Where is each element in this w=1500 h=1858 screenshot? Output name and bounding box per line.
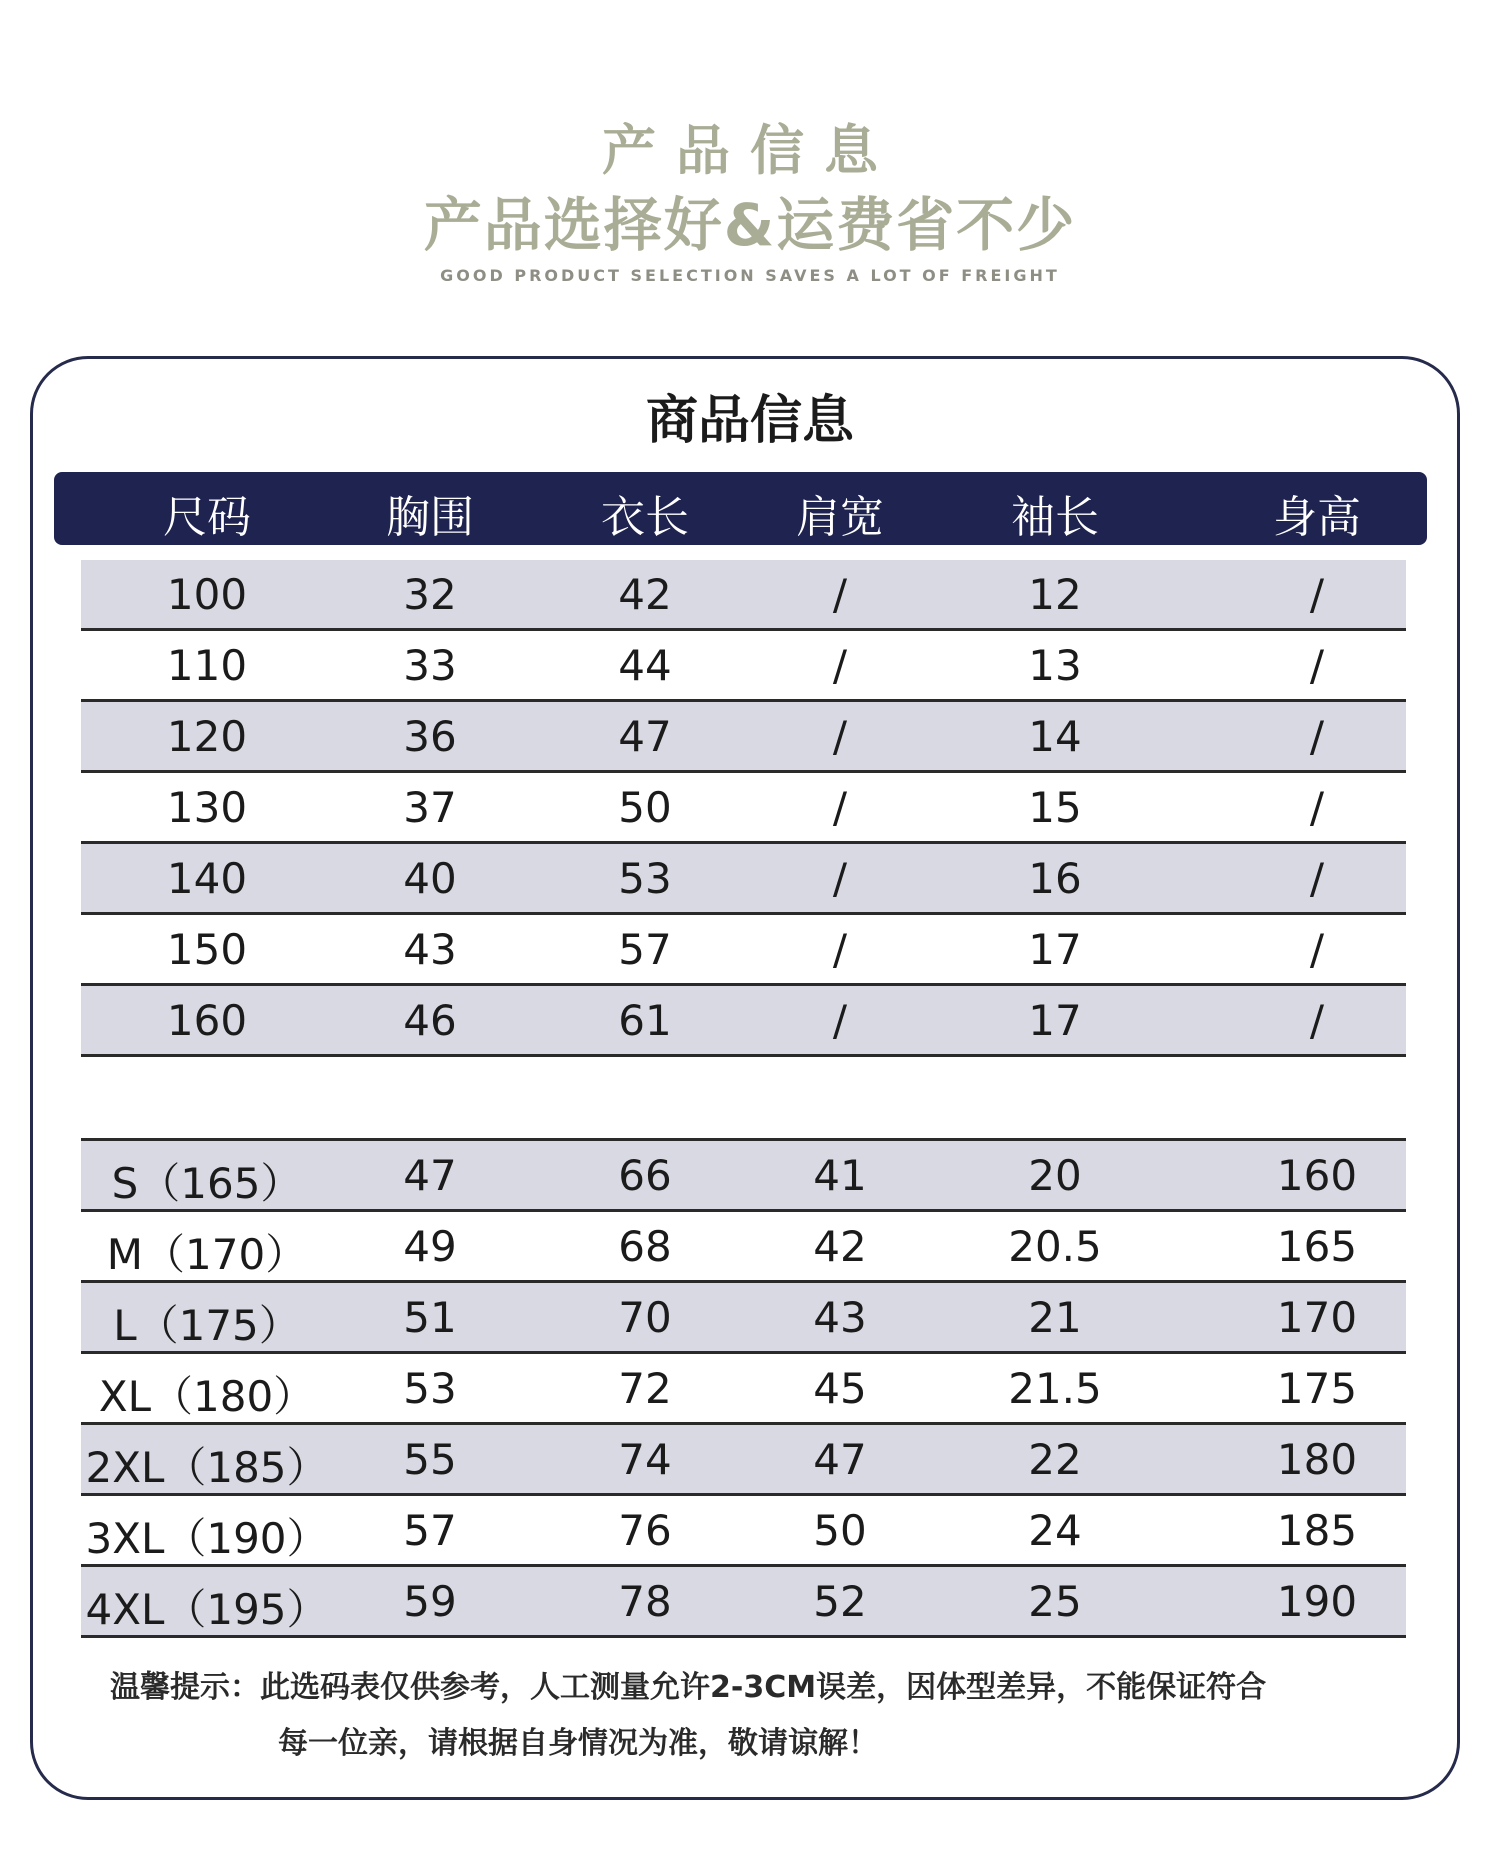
table-row bbox=[81, 702, 1406, 773]
table-cell: 21 bbox=[1028, 1293, 1082, 1342]
table-cell: / bbox=[832, 712, 848, 761]
table-cell: 13 bbox=[1028, 641, 1082, 690]
table-cell: 66 bbox=[618, 1151, 672, 1200]
table-cell: / bbox=[832, 854, 848, 903]
table-cell: 76 bbox=[618, 1506, 672, 1555]
table-cell: / bbox=[1309, 570, 1325, 619]
table-cell: 185 bbox=[1276, 1506, 1358, 1555]
table-cell: 4XL（195） bbox=[85, 1585, 329, 1634]
adult-size-table bbox=[81, 1138, 1406, 1638]
table-cell: / bbox=[832, 641, 848, 690]
table-cell: 47 bbox=[403, 1151, 457, 1200]
table-cell: 25 bbox=[1028, 1577, 1082, 1626]
header-title: 产品信息 bbox=[602, 119, 898, 182]
table-cell: / bbox=[1309, 712, 1325, 761]
table-cell: 43 bbox=[813, 1293, 867, 1342]
table-row bbox=[81, 915, 1406, 986]
size-table-header bbox=[54, 472, 1427, 545]
table-cell: 160 bbox=[166, 996, 248, 1045]
table-cell: 36 bbox=[403, 712, 457, 761]
table-cell: 20 bbox=[1028, 1151, 1082, 1200]
table-cell: 68 bbox=[618, 1222, 672, 1271]
table-cell: 47 bbox=[813, 1435, 867, 1484]
table-row bbox=[81, 1567, 1406, 1638]
table-row bbox=[81, 1425, 1406, 1496]
table-cell: 16 bbox=[1028, 854, 1082, 903]
table-cell: 130 bbox=[166, 783, 248, 832]
header-subtitle: 产品选择好&运费省不少 bbox=[423, 191, 1077, 259]
table-cell: 50 bbox=[618, 783, 672, 832]
table-cell: / bbox=[832, 925, 848, 974]
table-cell: 14 bbox=[1028, 712, 1082, 761]
size-note-line-1: 温馨提示：此选码表仅供参考，人工测量允许2-3CM误差，因体型差异，不能保证符合 bbox=[110, 1670, 1267, 1705]
kids-size-table bbox=[81, 560, 1406, 1057]
table-cell: L（175） bbox=[113, 1301, 301, 1350]
table-row bbox=[81, 1212, 1406, 1283]
table-cell: M（170） bbox=[106, 1230, 308, 1279]
card-title: 商品信息 bbox=[645, 391, 854, 451]
table-cell: 53 bbox=[618, 854, 672, 903]
column-header: 肩宽 bbox=[796, 492, 884, 543]
table-cell: 170 bbox=[1276, 1293, 1358, 1342]
table-cell: 22 bbox=[1028, 1435, 1082, 1484]
table-cell: 59 bbox=[403, 1577, 457, 1626]
table-cell: 49 bbox=[403, 1222, 457, 1271]
table-cell: 61 bbox=[618, 996, 672, 1045]
table-cell: 110 bbox=[166, 641, 248, 690]
table-cell: 46 bbox=[403, 996, 457, 1045]
column-header: 衣长 bbox=[601, 492, 689, 543]
table-row bbox=[81, 773, 1406, 844]
table-cell: / bbox=[832, 570, 848, 619]
table-cell: 17 bbox=[1028, 925, 1082, 974]
table-cell: 21.5 bbox=[1008, 1364, 1102, 1413]
table-cell: 44 bbox=[618, 641, 672, 690]
table-cell: / bbox=[1309, 996, 1325, 1045]
size-note bbox=[110, 1660, 1410, 1772]
table-cell: 74 bbox=[618, 1435, 672, 1484]
table-cell: / bbox=[832, 996, 848, 1045]
table-cell: 51 bbox=[403, 1293, 457, 1342]
table-cell: 24 bbox=[1028, 1506, 1082, 1555]
table-row bbox=[81, 844, 1406, 915]
table-cell: 55 bbox=[403, 1435, 457, 1484]
table-cell: 3XL（190） bbox=[85, 1514, 329, 1563]
table-cell: 41 bbox=[813, 1151, 867, 1200]
table-row bbox=[81, 986, 1406, 1057]
table-cell: 37 bbox=[403, 783, 457, 832]
table-cell: / bbox=[1309, 854, 1325, 903]
table-cell: 40 bbox=[403, 854, 457, 903]
column-header: 袖长 bbox=[1011, 492, 1099, 543]
table-cell: 45 bbox=[813, 1364, 867, 1413]
table-row bbox=[81, 1283, 1406, 1354]
table-cell: 12 bbox=[1028, 570, 1082, 619]
table-cell: 180 bbox=[1276, 1435, 1358, 1484]
table-row bbox=[81, 631, 1406, 702]
table-cell: 50 bbox=[813, 1506, 867, 1555]
table-cell: 43 bbox=[403, 925, 457, 974]
table-cell: 15 bbox=[1028, 783, 1082, 832]
table-cell: 120 bbox=[166, 712, 248, 761]
table-cell: 52 bbox=[813, 1577, 867, 1626]
table-cell: 53 bbox=[403, 1364, 457, 1413]
table-cell: 165 bbox=[1276, 1222, 1358, 1271]
table-cell: / bbox=[832, 783, 848, 832]
table-cell: 42 bbox=[618, 570, 672, 619]
size-note-line-2: 每一位亲，请根据自身情况为准，敬请谅解！ bbox=[278, 1726, 878, 1761]
header-english-tagline: GOOD PRODUCT SELECTION SAVES A LOT OF FREIGHT bbox=[440, 266, 1060, 285]
table-cell: 140 bbox=[166, 854, 248, 903]
table-cell: 72 bbox=[618, 1364, 672, 1413]
table-cell: 190 bbox=[1276, 1577, 1358, 1626]
table-cell: 70 bbox=[618, 1293, 672, 1342]
table-cell: / bbox=[1309, 783, 1325, 832]
table-cell: 57 bbox=[403, 1506, 457, 1555]
table-row bbox=[81, 1141, 1406, 1212]
table-cell: XL（180） bbox=[98, 1372, 316, 1421]
table-cell: 47 bbox=[618, 712, 672, 761]
table-cell: 150 bbox=[166, 925, 248, 974]
table-cell: 42 bbox=[813, 1222, 867, 1271]
table-cell: 17 bbox=[1028, 996, 1082, 1045]
table-cell: 32 bbox=[403, 570, 457, 619]
table-cell: / bbox=[1309, 641, 1325, 690]
table-cell: 78 bbox=[618, 1577, 672, 1626]
table-cell: 20.5 bbox=[1008, 1222, 1102, 1271]
table-cell: 160 bbox=[1276, 1151, 1358, 1200]
table-cell: 57 bbox=[618, 925, 672, 974]
column-header: 尺码 bbox=[163, 492, 251, 543]
table-row bbox=[81, 1354, 1406, 1425]
table-cell: 33 bbox=[403, 641, 457, 690]
column-header: 胸围 bbox=[386, 492, 474, 543]
table-cell: / bbox=[1309, 925, 1325, 974]
column-header: 身高 bbox=[1273, 492, 1361, 543]
table-cell: 2XL（185） bbox=[85, 1443, 329, 1492]
table-cell: 175 bbox=[1276, 1364, 1358, 1413]
table-row bbox=[81, 1496, 1406, 1567]
table-row bbox=[81, 560, 1406, 631]
table-cell: 100 bbox=[166, 570, 248, 619]
table-cell: S（165） bbox=[111, 1159, 303, 1208]
